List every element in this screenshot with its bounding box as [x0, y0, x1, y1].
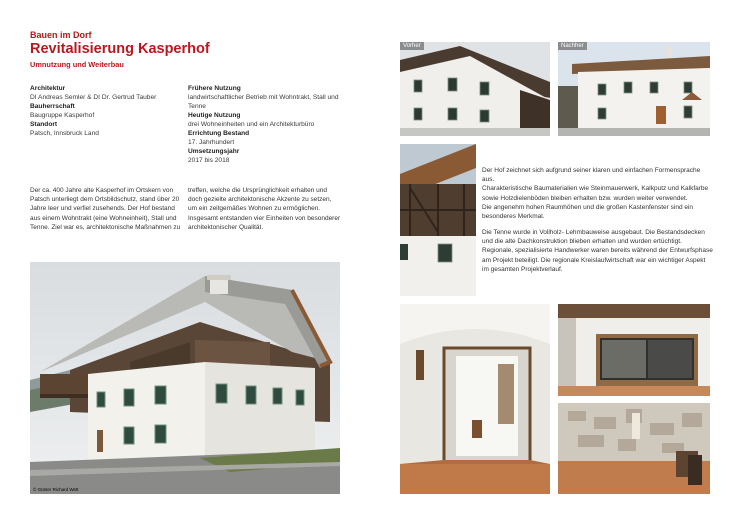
body-line: Charakteristische Baumaterialien wie Steinmauerwerk, Kalkputz und Kalkfarbe	[482, 185, 709, 193]
body-text-right	[188, 186, 348, 232]
fact-value: 2017 bis 2018	[188, 157, 230, 164]
barn-detail-photo	[400, 144, 476, 296]
body-line: am Projekt beteiligt. Die regionale Kreislaufwirtschaft war ein wichtiger Aspekt	[482, 256, 706, 264]
fact-label: Bauherrschaft	[30, 103, 75, 110]
fact-value: 17. Jahrhundert	[188, 139, 235, 146]
fact-value: Patsch, Innsbruck Land	[30, 130, 99, 137]
after-house-illustration	[558, 42, 710, 136]
description-text-2	[482, 228, 714, 274]
body-line: Der ca. 400 Jahre alte Kasperhof im Ortskern von	[30, 187, 174, 194]
fact-value: drei Wohneinheiten und ein Architekturbüro	[188, 121, 315, 128]
body-line: Patsch unterliegt dem Ortsbildschutz, stand über 20	[30, 196, 180, 204]
stone-wall-room-photo	[558, 403, 710, 494]
fact-label: Heutige Nutzung	[188, 112, 241, 119]
fact-label: Frühere Nutzung	[188, 85, 241, 92]
body-text-left	[30, 186, 185, 232]
farmhouse-illustration	[30, 262, 340, 494]
kitchen-photo	[558, 304, 710, 396]
fact-label: Architektur	[30, 85, 66, 92]
doorway-illustration	[400, 304, 550, 494]
fact-value: Tenne	[188, 103, 206, 110]
fact-value: landwirtschaftlicher Betrieb mit Wohntrakt, Stall und	[188, 94, 339, 101]
description-text-1	[482, 166, 714, 221]
fact-label: Standort	[30, 121, 58, 128]
page-subtitle: Umnutzung und Weiterbau	[30, 60, 124, 69]
fact-value: DI Andreas Semler & DI Dr. Gertrud Tauber	[30, 94, 157, 101]
page-title: Revitalisierung Kasperhof	[30, 41, 210, 57]
after-label: Nachher	[558, 42, 587, 50]
body-line: Insgesamt entstanden vier Einheiten von besonderer	[188, 214, 341, 222]
body-line: um ein zeitgemäßes Wohnen zu ermöglichen.	[188, 205, 321, 213]
interior-doorway-photo	[400, 304, 550, 494]
fact-value: Baugruppe Kasperhof	[30, 112, 95, 119]
body-line: architektonischer Qualität.	[188, 223, 264, 231]
main-farmhouse-photo	[30, 262, 340, 494]
body-line: Die Tenne wurde in Vollholz- Lehmbauweise ausgebaut. Die Bestandsdecken	[482, 229, 705, 236]
body-line: im gesamten Projektverlauf.	[482, 265, 563, 273]
kitchen-illustration	[558, 304, 710, 396]
facts-left	[30, 84, 180, 138]
barn-detail-illustration	[400, 144, 476, 296]
fact-label: Errichtung Bestand	[188, 130, 250, 137]
fact-label: Umsetzungsjahr	[188, 148, 240, 155]
body-line: aus einem Wohntrakt (eine Wohneinheit), Stall und	[30, 214, 177, 222]
stone-room-illustration	[558, 403, 710, 494]
body-line: und die alte Dachkonstruktion blieben erhalten und wurden ertüchtigt.	[482, 238, 682, 246]
before-house-illustration	[400, 42, 550, 136]
body-line: sowie Holzdielenböden bleiben erhalten bzw. wurden weiter verwendet.	[482, 194, 688, 202]
body-line: Tenne. Ziel war es, architektonische Maßnahmen zu	[30, 223, 181, 231]
photo-credit: © Günter Richard Wett	[33, 487, 79, 492]
body-line: treffen, welche die Ursprünglichkeit erhalten und	[188, 187, 327, 194]
before-label: Vorher	[400, 42, 424, 50]
after-photo	[558, 42, 710, 136]
body-line: Jahre leer und verfiel zusehends. Der Hof bestand	[30, 205, 175, 213]
body-line: Der Hof zeichnet sich aufgrund seiner klaren und einfachen Formensprache aus.	[482, 167, 701, 184]
body-line: besonderes Merkmal.	[482, 213, 545, 221]
before-photo	[400, 42, 550, 136]
facts-right	[188, 84, 348, 165]
section-label: Bauen im Dorf	[30, 30, 92, 40]
body-line: Die angenehm hohen Raumhöhen und die großen Kastenfenster sind ein	[482, 203, 694, 211]
body-line: Regionale, spezialisierte Handwerker waren bereits während der Entwurfsphase	[482, 247, 713, 255]
body-line: doch gezielte architektonische Akzente zu setzen,	[188, 196, 332, 204]
